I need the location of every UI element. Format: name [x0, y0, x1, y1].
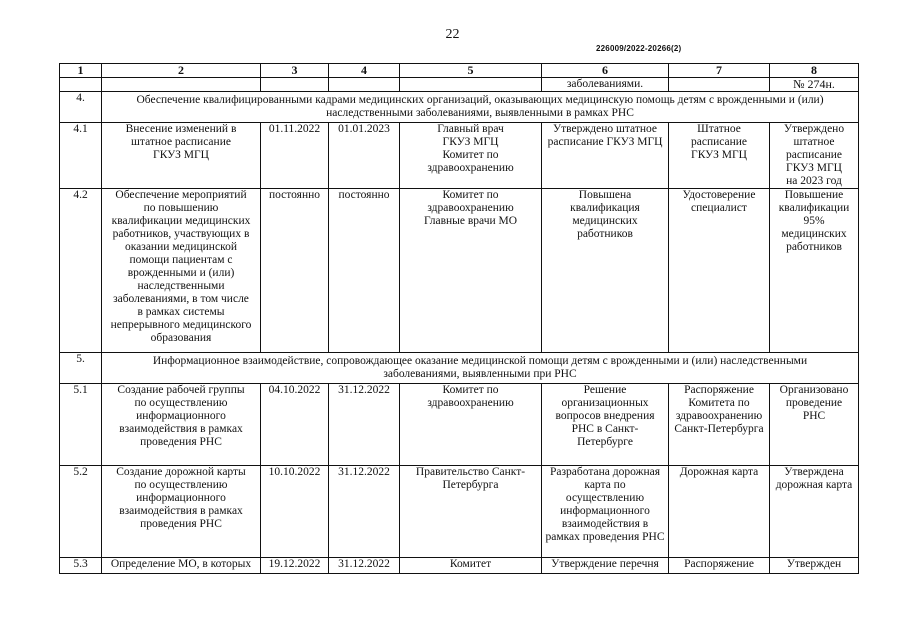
document-cell: Распоряжение	[669, 558, 770, 574]
start-date-cell: 01.11.2022	[261, 123, 329, 189]
result-cell: Решение организационных вопросов внедрения РНС в Санкт-Петербурге	[542, 384, 669, 466]
event-cell: Создание рабочей группы по осуществлению информационного взаимодействия в рамках проведения РНС	[102, 384, 261, 466]
event-cell: Определение МО, в которых	[102, 558, 261, 574]
responsible-cell: Комитет по здравоохранению	[400, 384, 542, 466]
row-number: 5.1	[60, 384, 102, 466]
page-number: 22	[445, 27, 460, 42]
start-date-cell: постоянно	[261, 189, 329, 353]
continuation-row	[60, 78, 859, 92]
continuation-cell: № 274н.	[770, 78, 859, 92]
indicator-cell: Утвержден	[770, 558, 859, 574]
section-row	[60, 353, 859, 384]
section-title: Информационное взаимодействие, сопровождающее оказание медицинской помощи детям с врожденными и (или) наследственными заболеваниями, выявленными при РНС	[102, 353, 859, 384]
event-cell: Создание дорожной карты по осуществлению информационного взаимодействия в рамках проведения РНС	[102, 466, 261, 558]
document-cell: Удостоверение специалист	[669, 189, 770, 353]
section-number: 5.	[60, 353, 102, 384]
section-row	[60, 92, 859, 123]
document-cell: Штатное расписание ГКУЗ МГЦ	[669, 123, 770, 189]
end-date-cell: 01.01.2023	[329, 123, 400, 189]
result-cell: Повышена квалификация медицинских работников	[542, 189, 669, 353]
document-cell: Распоряжение Комитета по здравоохранению Санкт-Петербурга	[669, 384, 770, 466]
start-date-cell: 19.12.2022	[261, 558, 329, 574]
indicator-cell: Утверждена дорожная карта	[770, 466, 859, 558]
column-header: 8	[770, 64, 859, 78]
column-header: 3	[261, 64, 329, 78]
column-header: 7	[669, 64, 770, 78]
section-title: Обеспечение квалифицированными кадрами медицинских организаций, оказывающих медицинскую помощь детям с врожденными и (или) наследственными заболеваниями, выявленными в рамках РНС	[102, 92, 859, 123]
event-cell: Внесение изменений в штатное расписание ГКУЗ МГЦ	[102, 123, 261, 189]
row-number: 4.1	[60, 123, 102, 189]
document-code: 226009/2022-20266(2)	[596, 44, 682, 53]
start-date-cell: 04.10.2022	[261, 384, 329, 466]
responsible-cell: Комитет по здравоохранению Главные врачи МО	[400, 189, 542, 353]
responsible-cell: Комитет	[400, 558, 542, 574]
column-header: 4	[329, 64, 400, 78]
responsible-cell: Правительство Санкт-Петербурга	[400, 466, 542, 558]
end-date-cell: постоянно	[329, 189, 400, 353]
result-cell: Утверждение перечня	[542, 558, 669, 574]
row-number: 5.2	[60, 466, 102, 558]
indicator-cell: Повышение квалификации 95% медицинских работников	[770, 189, 859, 353]
plan-table	[59, 63, 859, 574]
document-cell: Дорожная карта	[669, 466, 770, 558]
result-cell: Утверждено штатное расписание ГКУЗ МГЦ	[542, 123, 669, 189]
row-number: 5.3	[60, 558, 102, 574]
start-date-cell: 10.10.2022	[261, 466, 329, 558]
column-header: 2	[102, 64, 261, 78]
result-cell: Разработана дорожная карта по осуществлению информационного взаимодействия в рамках проведения РНС	[542, 466, 669, 558]
column-header-row	[60, 64, 859, 78]
row-number: 4.2	[60, 189, 102, 353]
table-row	[60, 466, 859, 558]
responsible-cell: Главный врач ГКУЗ МГЦ Комитет по здравоохранению	[400, 123, 542, 189]
end-date-cell: 31.12.2022	[329, 558, 400, 574]
event-cell: Обеспечение мероприятий по повышению квалификации медицинских работников, участвующих в оказании медицинской помощи пациентам с врожденными и (или) наследственными заболеваниями, в том числе в рамках системы непрерывного медицинского образования	[102, 189, 261, 353]
column-header: 1	[60, 64, 102, 78]
column-header: 6	[542, 64, 669, 78]
section-number: 4.	[60, 92, 102, 123]
table-row	[60, 123, 859, 189]
continuation-cell: заболеваниями.	[542, 78, 669, 92]
indicator-cell: Организовано проведение РНС	[770, 384, 859, 466]
indicator-cell: Утверждено штатное расписание ГКУЗ МГЦ на 2023 год	[770, 123, 859, 189]
table-row	[60, 558, 859, 574]
end-date-cell: 31.12.2022	[329, 384, 400, 466]
table-row	[60, 384, 859, 466]
table-row	[60, 189, 859, 353]
column-header: 5	[400, 64, 542, 78]
end-date-cell: 31.12.2022	[329, 466, 400, 558]
